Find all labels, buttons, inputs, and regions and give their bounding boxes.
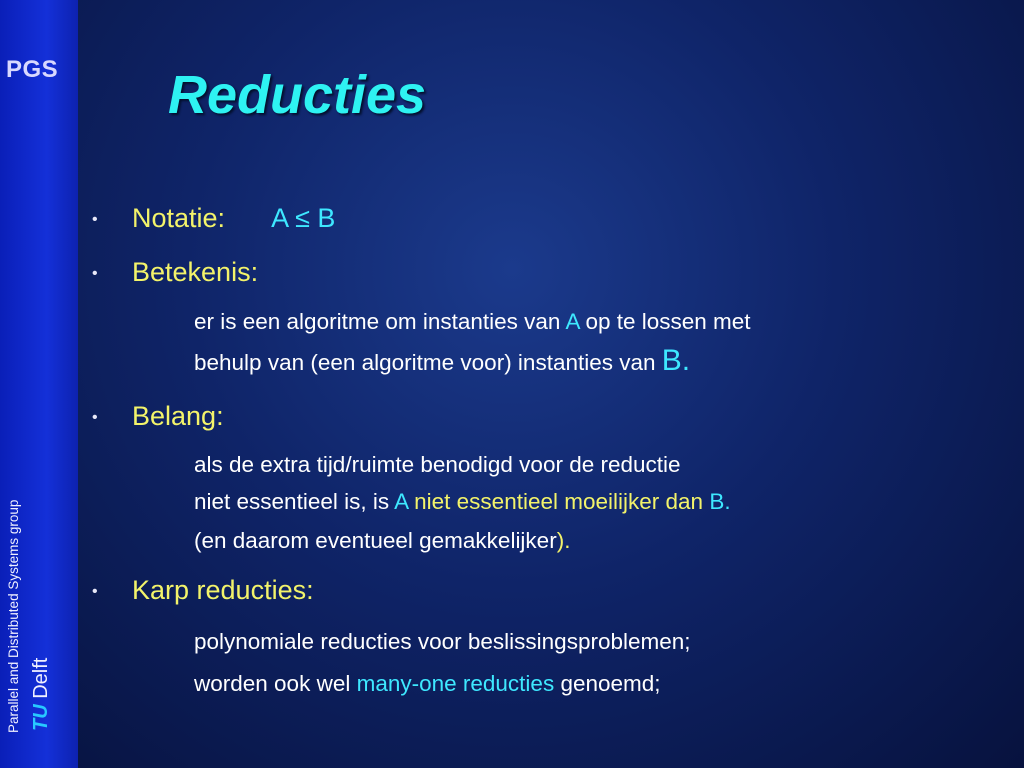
text-segment: behulp van (een algoritme voor) instanties van [194, 350, 662, 375]
tu-delft-logo [30, 658, 53, 731]
text-segment: genoemd; [554, 671, 661, 696]
text-segment: op te lossen met [579, 309, 751, 334]
betekenis-line-1 [194, 309, 751, 335]
text-segment: polynomiale reducties voor beslissingsproblemen; [194, 629, 691, 654]
text-segment: worden ook wel [194, 671, 357, 696]
text-segment-highlight: A [565, 309, 580, 334]
betekenis-line-2 [194, 344, 690, 378]
text-segment-highlight: B. [661, 344, 691, 377]
text-segment: niet essentieel is, is [194, 489, 395, 514]
group-name: Parallel and Distributed Systems group [6, 499, 21, 733]
delft-label: Delft [30, 657, 52, 699]
karp-line-2 [194, 671, 661, 697]
bullet-icon: • [92, 210, 98, 228]
bullet-belang [90, 401, 224, 432]
text-segment-highlight: niet essentieel moeilijker dan [407, 489, 710, 514]
bullet-icon: • [92, 264, 98, 282]
belang-line-2 [194, 489, 731, 515]
bullet-label: Betekenis: [132, 257, 259, 287]
pgs-logo: PGS [6, 56, 59, 83]
bullet-notatie [90, 203, 335, 234]
bullet-label: Karp reducties: [132, 575, 314, 605]
text-segment-highlight: A [394, 489, 408, 514]
belang-line-1 [194, 452, 681, 478]
bullet-icon: • [92, 582, 98, 600]
belang-line-3 [194, 528, 570, 554]
text-segment: (en daarom eventueel gemakkelijker [194, 528, 557, 553]
bullet-betekenis [90, 257, 258, 288]
sidebar-vertical-text [0, 0, 78, 768]
text-segment-highlight: many-one reducties [356, 671, 555, 696]
bullet-label: Notatie: [132, 203, 226, 233]
notatie-formula: A ≤ B [271, 203, 336, 233]
text-segment-highlight: ). [556, 528, 571, 553]
slide-title: Reducties [168, 65, 427, 125]
tu-mark: TU [30, 704, 52, 731]
text-segment: er is een algoritme om instanties van [194, 309, 566, 334]
bullet-icon: • [92, 408, 98, 426]
bullet-label: Belang: [132, 401, 224, 431]
text-segment-highlight: B. [709, 489, 731, 514]
karp-line-1 [194, 629, 691, 655]
text-segment: als de extra tijd/ruimte benodigd voor de reductie [194, 452, 681, 477]
bullet-karp [90, 575, 314, 606]
